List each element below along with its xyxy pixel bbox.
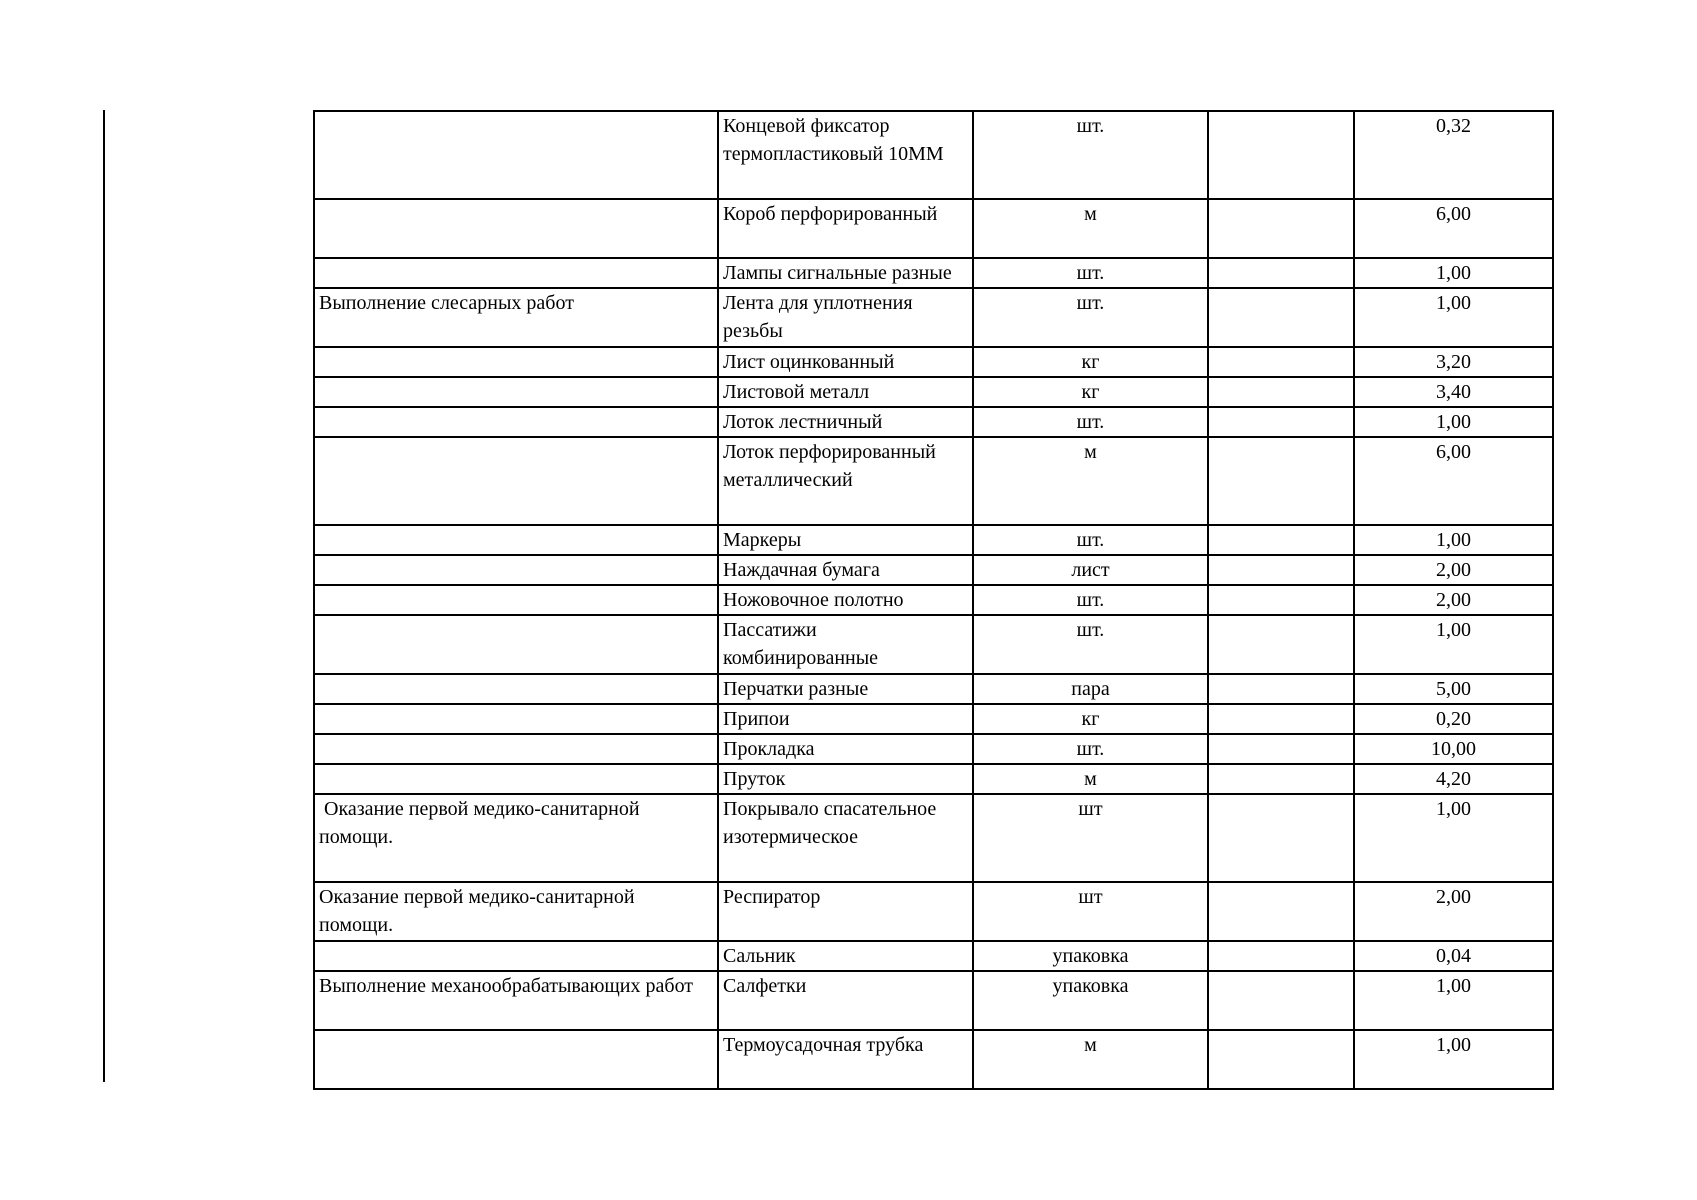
item-cell: Листовой металл bbox=[718, 377, 973, 407]
work-cell bbox=[314, 199, 718, 258]
work-cell bbox=[314, 704, 718, 734]
work-cell bbox=[314, 555, 718, 585]
table-row bbox=[314, 347, 1553, 377]
unit-cell: кг bbox=[973, 347, 1208, 377]
table-row bbox=[314, 111, 1553, 199]
quantity-cell: 10,00 bbox=[1354, 734, 1553, 764]
table-row bbox=[314, 288, 1553, 347]
unit-cell: упаковка bbox=[973, 941, 1208, 971]
work-cell bbox=[314, 347, 718, 377]
item-cell: Респиратор bbox=[718, 882, 973, 941]
unit-cell: шт. bbox=[973, 734, 1208, 764]
item-cell: Короб перфорированный bbox=[718, 199, 973, 258]
work-cell bbox=[314, 585, 718, 615]
extra-cell bbox=[1208, 704, 1354, 734]
work-cell: Выполнение механообрабатывающих работ bbox=[314, 971, 718, 1030]
extra-cell bbox=[1208, 377, 1354, 407]
extra-cell bbox=[1208, 615, 1354, 674]
extra-cell bbox=[1208, 764, 1354, 794]
work-cell: Оказание первой медико-санитарной помощи. bbox=[314, 794, 718, 882]
extra-cell bbox=[1208, 674, 1354, 704]
work-cell: Оказание первой медико-санитарной помощи. bbox=[314, 882, 718, 941]
quantity-cell: 0,20 bbox=[1354, 704, 1553, 734]
item-cell: Лист оцинкованный bbox=[718, 347, 973, 377]
unit-cell: упаковка bbox=[973, 971, 1208, 1030]
unit-cell: лист bbox=[973, 555, 1208, 585]
unit-cell: шт. bbox=[973, 585, 1208, 615]
item-cell: Термоусадочная трубка bbox=[718, 1030, 973, 1089]
item-cell: Пассатижи комбинированные bbox=[718, 615, 973, 674]
work-cell bbox=[314, 437, 718, 525]
extra-cell bbox=[1208, 199, 1354, 258]
quantity-cell: 1,00 bbox=[1354, 615, 1553, 674]
extra-cell bbox=[1208, 437, 1354, 525]
extra-cell bbox=[1208, 794, 1354, 882]
extra-cell bbox=[1208, 882, 1354, 941]
table-row bbox=[314, 407, 1553, 437]
work-cell bbox=[314, 615, 718, 674]
item-cell: Лоток перфорированный металлический bbox=[718, 437, 973, 525]
extra-cell bbox=[1208, 971, 1354, 1030]
work-cell bbox=[314, 111, 718, 199]
table-row bbox=[314, 585, 1553, 615]
unit-cell: шт. bbox=[973, 288, 1208, 347]
work-cell bbox=[314, 258, 718, 288]
item-cell: Ножовочное полотно bbox=[718, 585, 973, 615]
table-row bbox=[314, 794, 1553, 882]
table-row bbox=[314, 615, 1553, 674]
work-cell bbox=[314, 674, 718, 704]
work-cell bbox=[314, 1030, 718, 1089]
work-cell bbox=[314, 407, 718, 437]
work-cell bbox=[314, 525, 718, 555]
quantity-cell: 1,00 bbox=[1354, 794, 1553, 882]
table-row bbox=[314, 734, 1553, 764]
quantity-cell: 2,00 bbox=[1354, 882, 1553, 941]
quantity-cell: 1,00 bbox=[1354, 258, 1553, 288]
table-row bbox=[314, 555, 1553, 585]
table-row bbox=[314, 941, 1553, 971]
work-cell bbox=[314, 764, 718, 794]
unit-cell: шт. bbox=[973, 615, 1208, 674]
table-row bbox=[314, 1030, 1553, 1089]
quantity-cell: 0,32 bbox=[1354, 111, 1553, 199]
item-cell: Прокладка bbox=[718, 734, 973, 764]
unit-cell: м bbox=[973, 1030, 1208, 1089]
materials-table bbox=[313, 110, 1554, 1090]
quantity-cell: 6,00 bbox=[1354, 199, 1553, 258]
quantity-cell: 2,00 bbox=[1354, 585, 1553, 615]
table-row bbox=[314, 199, 1553, 258]
unit-cell: м bbox=[973, 764, 1208, 794]
item-cell: Пруток bbox=[718, 764, 973, 794]
unit-cell: шт. bbox=[973, 407, 1208, 437]
unit-cell: кг bbox=[973, 377, 1208, 407]
item-cell: Перчатки разные bbox=[718, 674, 973, 704]
item-cell: Покрывало спасательное изотермическое bbox=[718, 794, 973, 882]
extra-cell bbox=[1208, 1030, 1354, 1089]
table-row bbox=[314, 704, 1553, 734]
table-row bbox=[314, 971, 1553, 1030]
quantity-cell: 5,00 bbox=[1354, 674, 1553, 704]
table-row bbox=[314, 764, 1553, 794]
unit-cell: шт bbox=[973, 794, 1208, 882]
table-row bbox=[314, 525, 1553, 555]
extra-cell bbox=[1208, 585, 1354, 615]
table-row bbox=[314, 377, 1553, 407]
unit-cell: шт bbox=[973, 882, 1208, 941]
unit-cell: пара bbox=[973, 674, 1208, 704]
extra-cell bbox=[1208, 407, 1354, 437]
unit-cell: кг bbox=[973, 704, 1208, 734]
unit-cell: м bbox=[973, 199, 1208, 258]
item-cell: Маркеры bbox=[718, 525, 973, 555]
quantity-cell: 1,00 bbox=[1354, 288, 1553, 347]
page-margin-rule bbox=[103, 110, 105, 1082]
item-cell: Лента для уплотнения резьбы bbox=[718, 288, 973, 347]
work-cell bbox=[314, 941, 718, 971]
work-cell: Выполнение слесарных работ bbox=[314, 288, 718, 347]
extra-cell bbox=[1208, 347, 1354, 377]
quantity-cell: 4,20 bbox=[1354, 764, 1553, 794]
quantity-cell: 2,00 bbox=[1354, 555, 1553, 585]
work-cell bbox=[314, 377, 718, 407]
quantity-cell: 6,00 bbox=[1354, 437, 1553, 525]
extra-cell bbox=[1208, 555, 1354, 585]
item-cell: Наждачная бумага bbox=[718, 555, 973, 585]
extra-cell bbox=[1208, 258, 1354, 288]
quantity-cell: 1,00 bbox=[1354, 407, 1553, 437]
quantity-cell: 3,20 bbox=[1354, 347, 1553, 377]
table-row bbox=[314, 437, 1553, 525]
extra-cell bbox=[1208, 734, 1354, 764]
table-row bbox=[314, 882, 1553, 941]
unit-cell: шт. bbox=[973, 258, 1208, 288]
item-cell: Сальник bbox=[718, 941, 973, 971]
extra-cell bbox=[1208, 288, 1354, 347]
quantity-cell: 0,04 bbox=[1354, 941, 1553, 971]
quantity-cell: 1,00 bbox=[1354, 971, 1553, 1030]
item-cell: Салфетки bbox=[718, 971, 973, 1030]
quantity-cell: 1,00 bbox=[1354, 1030, 1553, 1089]
unit-cell: шт. bbox=[973, 111, 1208, 199]
table-row bbox=[314, 674, 1553, 704]
item-cell: Лампы сигнальные разные bbox=[718, 258, 973, 288]
item-cell: Лоток лестничный bbox=[718, 407, 973, 437]
extra-cell bbox=[1208, 941, 1354, 971]
work-cell bbox=[314, 734, 718, 764]
item-cell: Концевой фиксатор термопластиковый 10ММ bbox=[718, 111, 973, 199]
table-row bbox=[314, 258, 1553, 288]
extra-cell bbox=[1208, 525, 1354, 555]
item-cell: Припои bbox=[718, 704, 973, 734]
unit-cell: шт. bbox=[973, 525, 1208, 555]
quantity-cell: 1,00 bbox=[1354, 525, 1553, 555]
unit-cell: м bbox=[973, 437, 1208, 525]
extra-cell bbox=[1208, 111, 1354, 199]
quantity-cell: 3,40 bbox=[1354, 377, 1553, 407]
